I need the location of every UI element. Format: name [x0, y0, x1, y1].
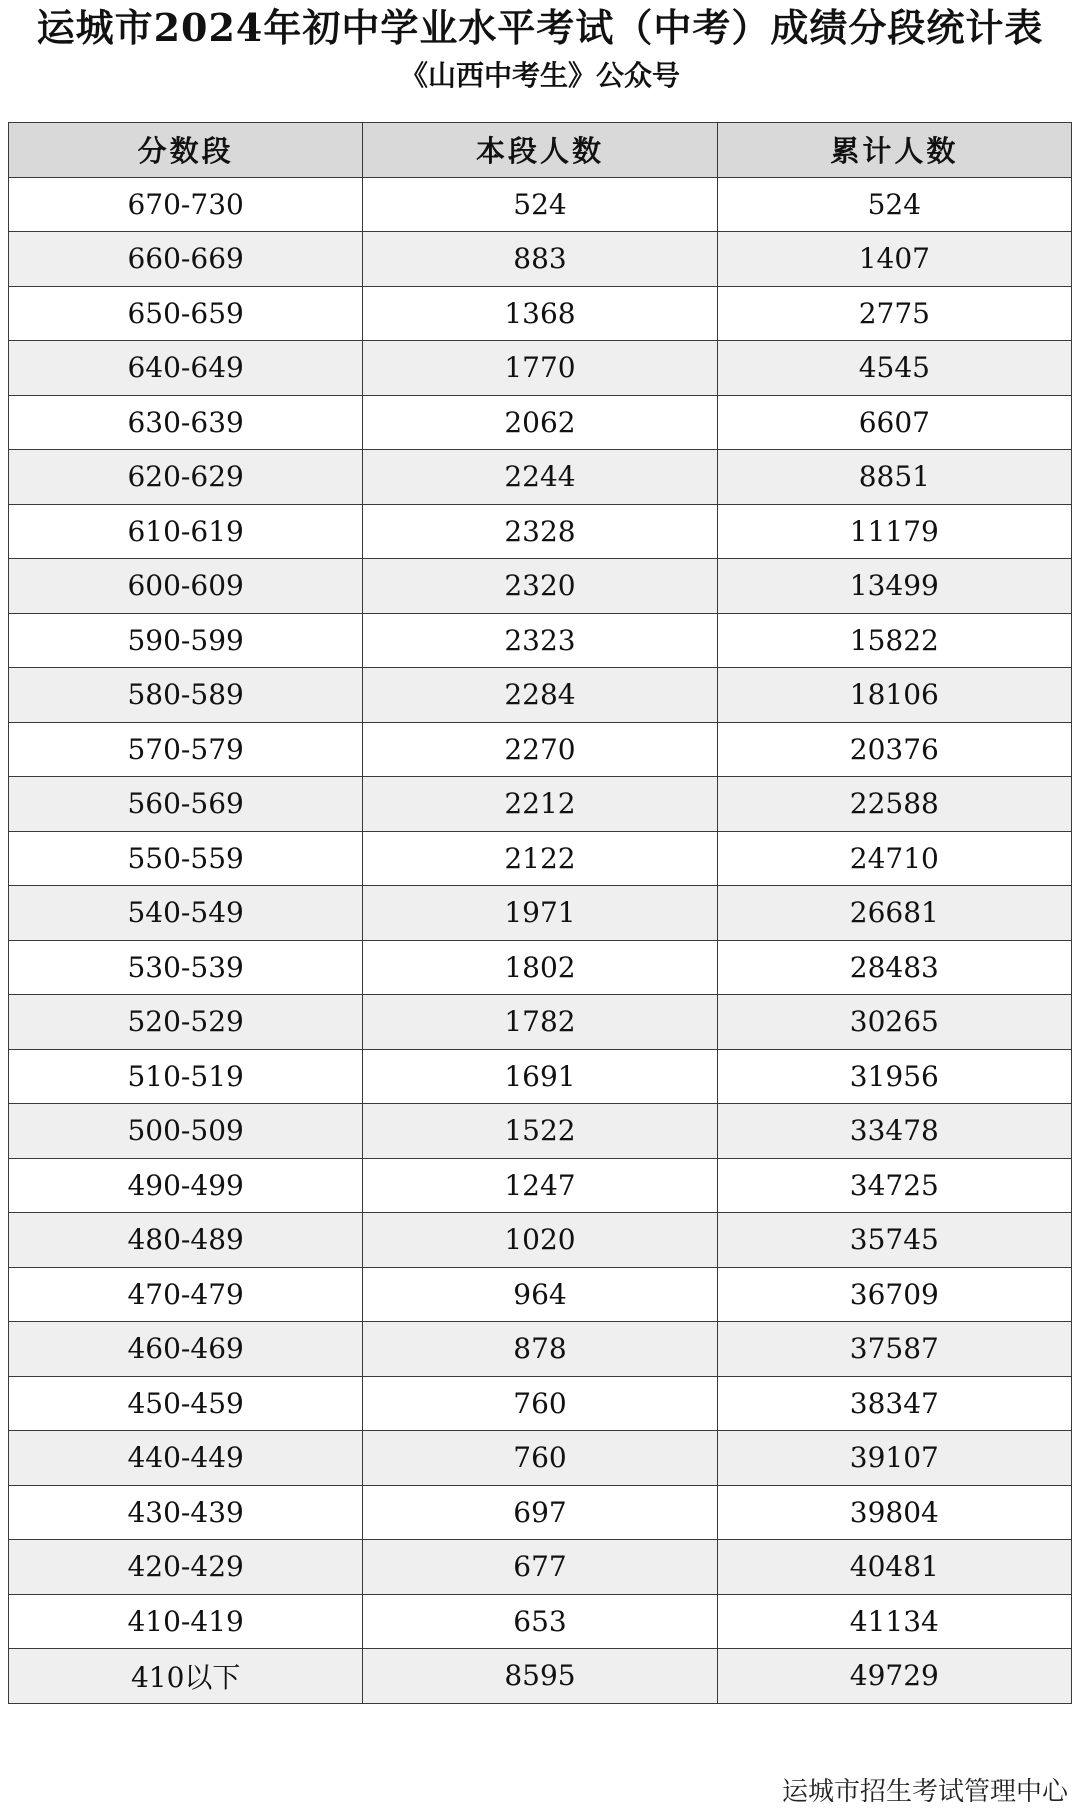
cell-segment-count: 1368 [363, 286, 717, 341]
table-header-row [9, 123, 1072, 178]
cell-cumulative-count: 41134 [717, 1594, 1071, 1649]
cell-cumulative-count: 39804 [717, 1485, 1071, 1540]
table-row [9, 831, 1072, 886]
cell-cumulative-count: 13499 [717, 559, 1071, 614]
table-row [9, 1322, 1072, 1377]
cell-segment-count: 1247 [363, 1158, 717, 1213]
cell-score-range: 440-449 [9, 1431, 363, 1486]
table-row [9, 395, 1072, 450]
cell-segment-count: 883 [363, 232, 717, 287]
cell-cumulative-count: 524 [717, 177, 1071, 232]
table-row [9, 777, 1072, 832]
cell-segment-count: 760 [363, 1431, 717, 1486]
page-title: 运城市2024年初中学业水平考试（中考）成绩分段统计表 [36, 5, 1044, 50]
cell-score-range: 470-479 [9, 1267, 363, 1322]
cell-score-range: 450-459 [9, 1376, 363, 1431]
cell-cumulative-count: 2775 [717, 286, 1071, 341]
table-row [9, 722, 1072, 777]
cell-segment-count: 2122 [363, 831, 717, 886]
cell-score-range: 410以下 [9, 1649, 363, 1704]
cell-segment-count: 1782 [363, 995, 717, 1050]
table-row [9, 1540, 1072, 1595]
table-row [9, 177, 1072, 232]
table-row [9, 995, 1072, 1050]
table-row [9, 668, 1072, 723]
cell-score-range: 420-429 [9, 1540, 363, 1595]
cell-segment-count: 697 [363, 1485, 717, 1540]
cell-score-range: 570-579 [9, 722, 363, 777]
cell-segment-count: 2328 [363, 504, 717, 559]
cell-segment-count: 2323 [363, 613, 717, 668]
cell-score-range: 510-519 [9, 1049, 363, 1104]
cell-segment-count: 2320 [363, 559, 717, 614]
cell-cumulative-count: 30265 [717, 995, 1071, 1050]
cell-cumulative-count: 20376 [717, 722, 1071, 777]
cell-score-range: 530-539 [9, 940, 363, 995]
cell-score-range: 430-439 [9, 1485, 363, 1540]
cell-cumulative-count: 36709 [717, 1267, 1071, 1322]
table-row [9, 450, 1072, 505]
cell-cumulative-count: 6607 [717, 395, 1071, 450]
cell-cumulative-count: 4545 [717, 341, 1071, 396]
cell-segment-count: 653 [363, 1594, 717, 1649]
cell-cumulative-count: 11179 [717, 504, 1071, 559]
cell-cumulative-count: 31956 [717, 1049, 1071, 1104]
cell-score-range: 480-489 [9, 1213, 363, 1268]
cell-segment-count: 878 [363, 1322, 717, 1377]
cell-score-range: 540-549 [9, 886, 363, 941]
cell-cumulative-count: 26681 [717, 886, 1071, 941]
cell-score-range: 660-669 [9, 232, 363, 287]
cell-cumulative-count: 1407 [717, 232, 1071, 287]
cell-score-range: 670-730 [9, 177, 363, 232]
cell-cumulative-count: 38347 [717, 1376, 1071, 1431]
table-row [9, 559, 1072, 614]
cell-score-range: 560-569 [9, 777, 363, 832]
cell-segment-count: 1020 [363, 1213, 717, 1268]
table-row [9, 940, 1072, 995]
cell-segment-count: 2244 [363, 450, 717, 505]
cell-cumulative-count: 34725 [717, 1158, 1071, 1213]
cell-segment-count: 1522 [363, 1104, 717, 1159]
cell-cumulative-count: 8851 [717, 450, 1071, 505]
cell-segment-count: 1971 [363, 886, 717, 941]
score-distribution-table [8, 122, 1072, 1704]
cell-score-range: 490-499 [9, 1158, 363, 1213]
cell-segment-count: 1691 [363, 1049, 717, 1104]
cell-score-range: 500-509 [9, 1104, 363, 1159]
table-body [9, 177, 1072, 1703]
cell-score-range: 410-419 [9, 1594, 363, 1649]
cell-score-range: 520-529 [9, 995, 363, 1050]
cell-segment-count: 2062 [363, 395, 717, 450]
table-row [9, 1049, 1072, 1104]
column-header-score-range: 分数段 [9, 123, 363, 178]
table-row [9, 886, 1072, 941]
cell-segment-count: 677 [363, 1540, 717, 1595]
table-row [9, 232, 1072, 287]
cell-score-range: 550-559 [9, 831, 363, 886]
cell-cumulative-count: 22588 [717, 777, 1071, 832]
cell-segment-count: 8595 [363, 1649, 717, 1704]
cell-cumulative-count: 18106 [717, 668, 1071, 723]
cell-segment-count: 2212 [363, 777, 717, 832]
cell-segment-count: 1770 [363, 341, 717, 396]
cell-cumulative-count: 39107 [717, 1431, 1071, 1486]
table-row [9, 504, 1072, 559]
table-row [9, 1213, 1072, 1268]
cell-score-range: 590-599 [9, 613, 363, 668]
cell-segment-count: 964 [363, 1267, 717, 1322]
issuer-footer: 运城市招生考试管理中心 [781, 1777, 1068, 1807]
cell-cumulative-count: 33478 [717, 1104, 1071, 1159]
cell-score-range: 460-469 [9, 1322, 363, 1377]
cell-score-range: 610-619 [9, 504, 363, 559]
cell-cumulative-count: 49729 [717, 1649, 1071, 1704]
table-row [9, 1485, 1072, 1540]
cell-segment-count: 2270 [363, 722, 717, 777]
cell-cumulative-count: 24710 [717, 831, 1071, 886]
table-row [9, 1267, 1072, 1322]
cell-score-range: 580-589 [9, 668, 363, 723]
cell-score-range: 600-609 [9, 559, 363, 614]
cell-segment-count: 760 [363, 1376, 717, 1431]
cell-cumulative-count: 35745 [717, 1213, 1071, 1268]
cell-score-range: 650-659 [9, 286, 363, 341]
cell-score-range: 640-649 [9, 341, 363, 396]
column-header-segment-count: 本段人数 [363, 123, 717, 178]
cell-cumulative-count: 40481 [717, 1540, 1071, 1595]
cell-cumulative-count: 37587 [717, 1322, 1071, 1377]
table-row [9, 1104, 1072, 1159]
cell-segment-count: 2284 [363, 668, 717, 723]
column-header-cumulative-count: 累计人数 [717, 123, 1071, 178]
table-row [9, 341, 1072, 396]
cell-score-range: 620-629 [9, 450, 363, 505]
table-row [9, 286, 1072, 341]
table-row [9, 613, 1072, 668]
table-row [9, 1594, 1072, 1649]
page-subtitle: 《山西中考生》公众号 [399, 59, 680, 92]
cell-score-range: 630-639 [9, 395, 363, 450]
cell-segment-count: 524 [363, 177, 717, 232]
cell-cumulative-count: 28483 [717, 940, 1071, 995]
table-row [9, 1376, 1072, 1431]
table-row [9, 1158, 1072, 1213]
table-row [9, 1431, 1072, 1486]
cell-segment-count: 1802 [363, 940, 717, 995]
cell-cumulative-count: 15822 [717, 613, 1071, 668]
table-row [9, 1649, 1072, 1704]
